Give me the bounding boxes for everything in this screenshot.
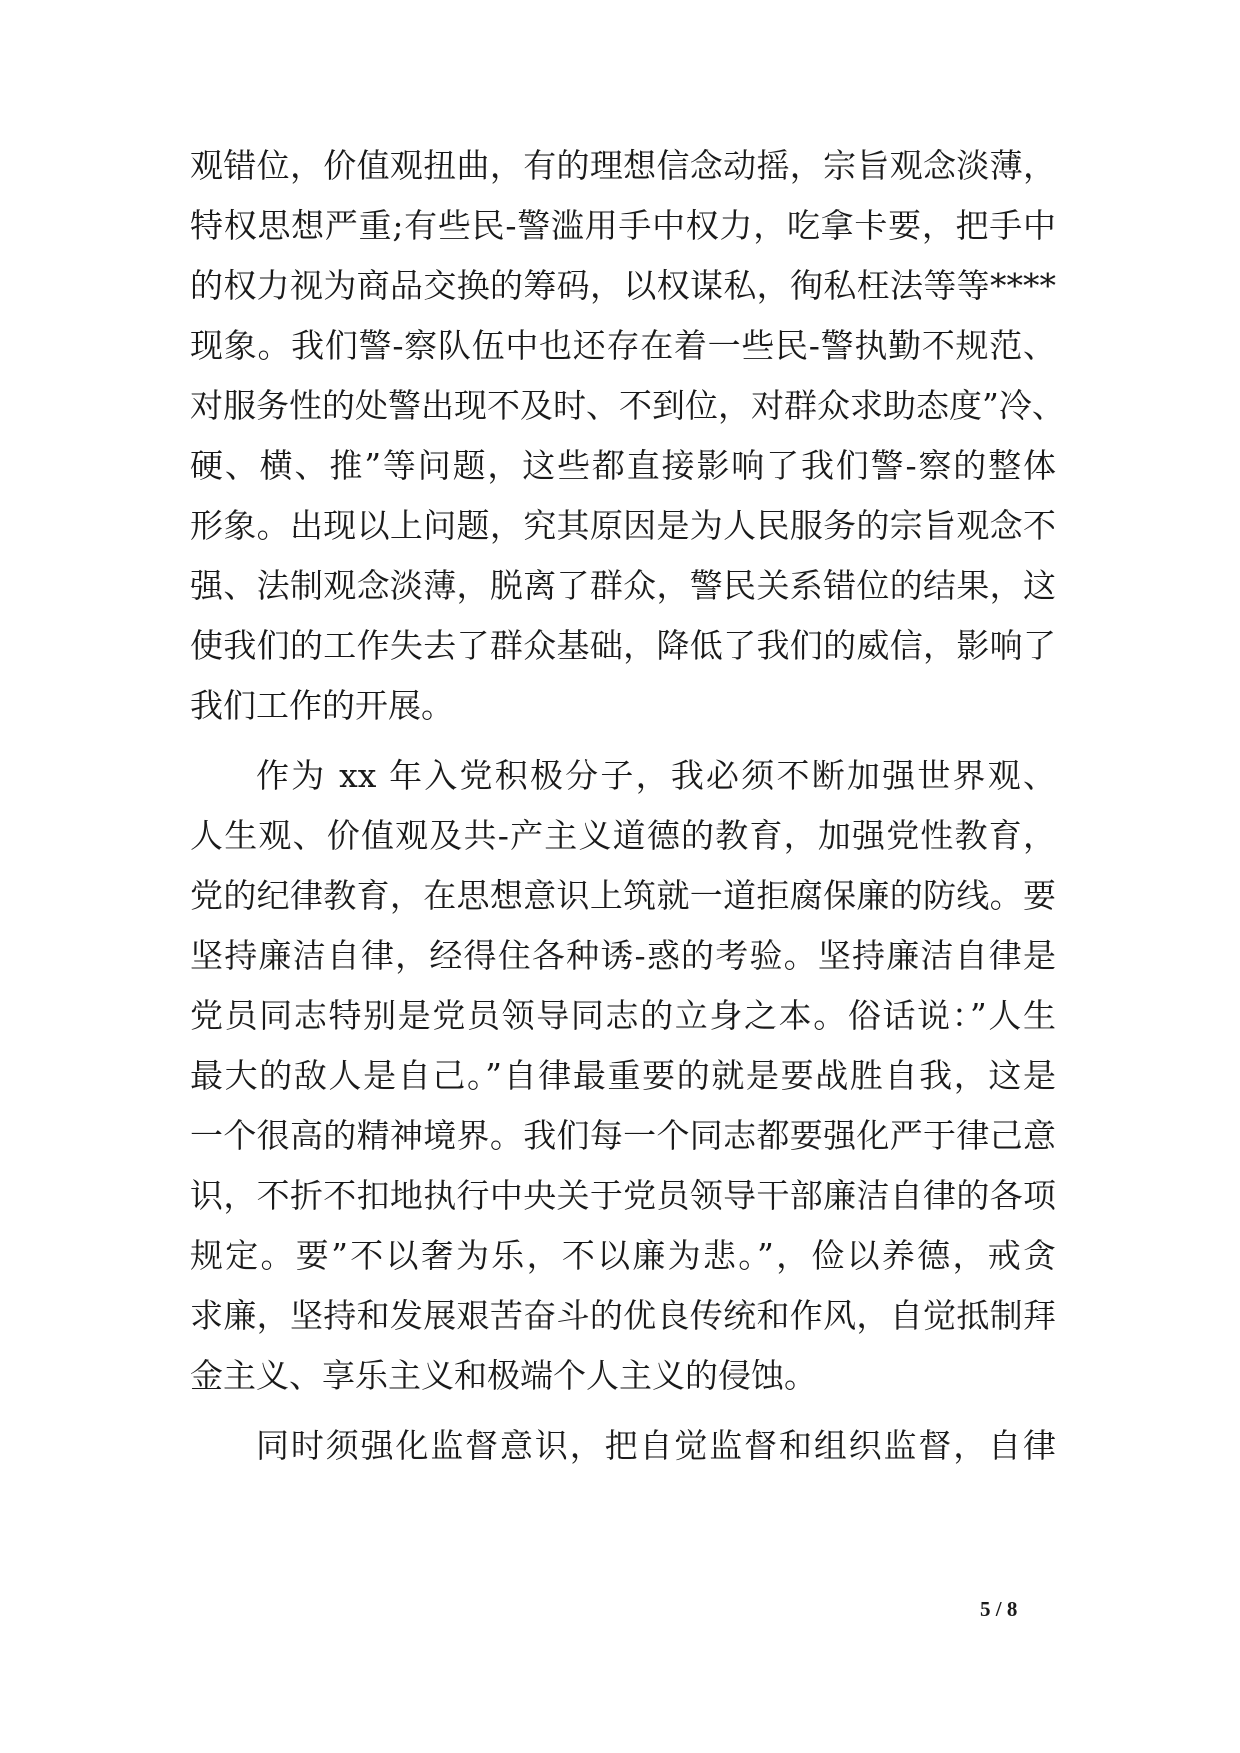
paragraph-1-line-1: 观错位，价值观扭曲，有的理想信念动摇，宗旨观念淡薄， (190, 146, 1056, 185)
paragraph-2-line-10: 求廉，坚持和发展艰苦奋斗的优良传统和作风，自觉抵制拜 (190, 1296, 1056, 1335)
paragraph-2-line-2: 人生观、价值观及共-产主义道德的教育，加强党性教育， (190, 816, 1056, 855)
paragraph-2-line-1: 作为 xx 年入党积极分子，我必须不断加强世界观、 (256, 756, 1056, 795)
paragraph-1-line-2: 特权思想严重;有些民-警滥用手中权力，吃拿卡要，把手中 (190, 206, 1056, 245)
paragraph-2-line-8: 识，不折不扣地执行中央关于党员领导干部廉洁自律的各项 (190, 1176, 1056, 1215)
paragraph-2-line-9: 规定。要”不以奢为乐，不以廉为悲。”，俭以养德，戒贪 (190, 1236, 1056, 1275)
paragraph-1-line-10: 我们工作的开展。 (190, 686, 454, 725)
paragraph-2-line-5: 党员同志特别是党员领导同志的立身之本。俗话说：”人生 (190, 996, 1056, 1035)
paragraph-3-line-1: 同时须强化监督意识，把自觉监督和组织监督，自律 (256, 1426, 1056, 1465)
paragraph-2-line-3: 党的纪律教育，在思想意识上筑就一道拒腐保廉的防线。要 (190, 876, 1056, 915)
paragraph-1-line-3: 的权力视为商品交换的筹码，以权谋私，徇私枉法等等**** (190, 266, 1056, 305)
paragraph-2-line-4: 坚持廉洁自律，经得住各种诱-惑的考验。坚持廉洁自律是 (190, 936, 1056, 975)
paragraph-1-line-5: 对服务性的处警出现不及时、不到位，对群众求助态度”冷、 (190, 386, 1065, 425)
paragraph-1-line-7: 形象。出现以上问题，究其原因是为人民服务的宗旨观念不 (190, 506, 1056, 545)
paragraph-1-line-4: 现象。我们警-察队伍中也还存在着一些民-警执勤不规范、 (190, 326, 1056, 365)
paragraph-1-line-9: 使我们的工作失去了群众基础，降低了我们的威信，影响了 (190, 626, 1056, 665)
page-number: 5 / 8 (980, 1597, 1018, 1621)
paragraph-1-line-8: 强、法制观念淡薄，脱离了群众，警民关系错位的结果，这 (190, 566, 1056, 605)
paragraph-2-line-7: 一个很高的精神境界。我们每一个同志都要强化严于律己意 (190, 1116, 1056, 1155)
paragraph-2-line-11: 金主义、享乐主义和极端个人主义的侵蚀。 (190, 1356, 817, 1395)
paragraph-1-line-6: 硬、横、推”等问题，这些都直接影响了我们警-察的整体 (190, 446, 1056, 485)
paragraph-2-line-6: 最大的敌人是自己。”自律最重要的就是要战胜自我，这是 (190, 1056, 1056, 1095)
